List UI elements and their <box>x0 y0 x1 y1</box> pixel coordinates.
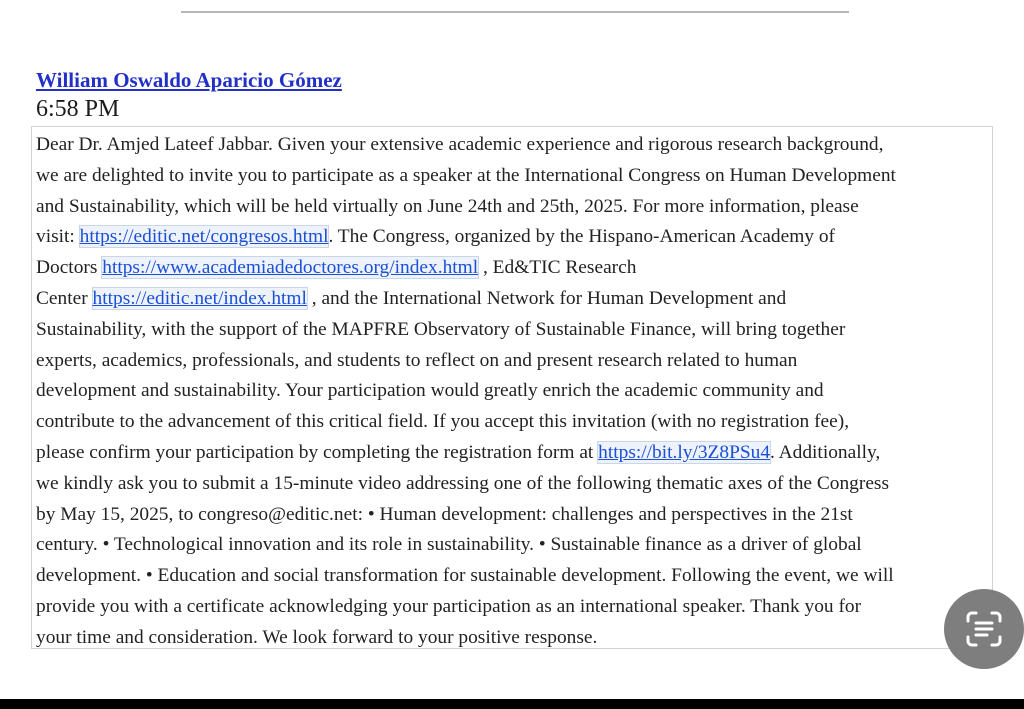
message-text: Doctors <box>36 257 103 279</box>
message-line: contribute to the advancement of this critical field. If you accept this invitation (with no registration fee), <box>36 411 850 433</box>
message-text: . The Congress, organized by the Hispano-American Academy of <box>328 226 835 248</box>
message-line: we are delighted to invite you to participate as a speaker at the International Congress on Human Development <box>36 164 896 186</box>
sender-name-link[interactable]: William Oswaldo Aparicio Gómez <box>36 68 342 92</box>
message-text: please confirm your participation by completing the registration form at <box>36 441 599 463</box>
message-line <box>36 284 994 315</box>
message-line <box>36 222 994 253</box>
congresos-link[interactable]: https://editic.net/congresos.html <box>79 226 329 248</box>
message-line: development. • Education and social transformation for sustainable development. Following the event, we will <box>36 565 894 587</box>
editic-index-link[interactable]: https://editic.net/index.html <box>92 287 307 309</box>
message-text: Center <box>36 287 93 309</box>
message-line: by May 15, 2025, to congreso@editic.net: • Human development: challenges and perspectives in the 21st <box>36 503 853 525</box>
message-line: experts, academics, professionals, and students to reflect on and present research related to human <box>36 349 798 371</box>
message-line: Sustainability, with the support of the MAPFRE Observatory of Sustainable Finance, will bring together <box>36 318 846 340</box>
message-line: we kindly ask you to submit a 15-minute video addressing one of the following thematic axes of the Congress <box>36 472 890 494</box>
message-line: development and sustainability. Your participation would greatly enrich the academic community and <box>36 380 824 402</box>
message-text: . Additionally, <box>770 441 881 463</box>
top-divider <box>181 11 849 13</box>
message-line: your time and consideration. We look forward to your positive response. <box>36 626 598 648</box>
message-body <box>36 130 994 654</box>
message-line: Dear Dr. Amjed Lateef Jabbar. Given your extensive academic experience and rigorous research background, <box>36 134 884 155</box>
bottom-bar <box>0 699 1024 709</box>
message-time: 6:58 PM <box>36 96 120 122</box>
academia-link[interactable]: https://www.academiadedoctores.org/index.html <box>102 257 479 279</box>
message-text: , and the International Network for Human Development and <box>306 287 787 309</box>
text-scan-icon <box>965 610 1003 648</box>
message-line: provide you with a certificate acknowledging your participation as an international speaker. Thank you for <box>36 595 862 617</box>
message-line <box>36 253 994 284</box>
registration-form-link[interactable]: https://bit.ly/3Z8PSu4 <box>598 441 771 463</box>
message-line: century. • Technological innovation and its role in sustainability. • Sustainable finance as a driver of global <box>36 534 862 556</box>
message-text: visit: <box>36 226 80 248</box>
message-line <box>36 438 994 469</box>
message-text: , Ed&TIC Research <box>478 257 637 279</box>
text-scan-button[interactable] <box>944 589 1024 669</box>
message-line: and Sustainability, which will be held virtually on June 24th and 25th, 2025. For more information, please <box>36 195 859 217</box>
